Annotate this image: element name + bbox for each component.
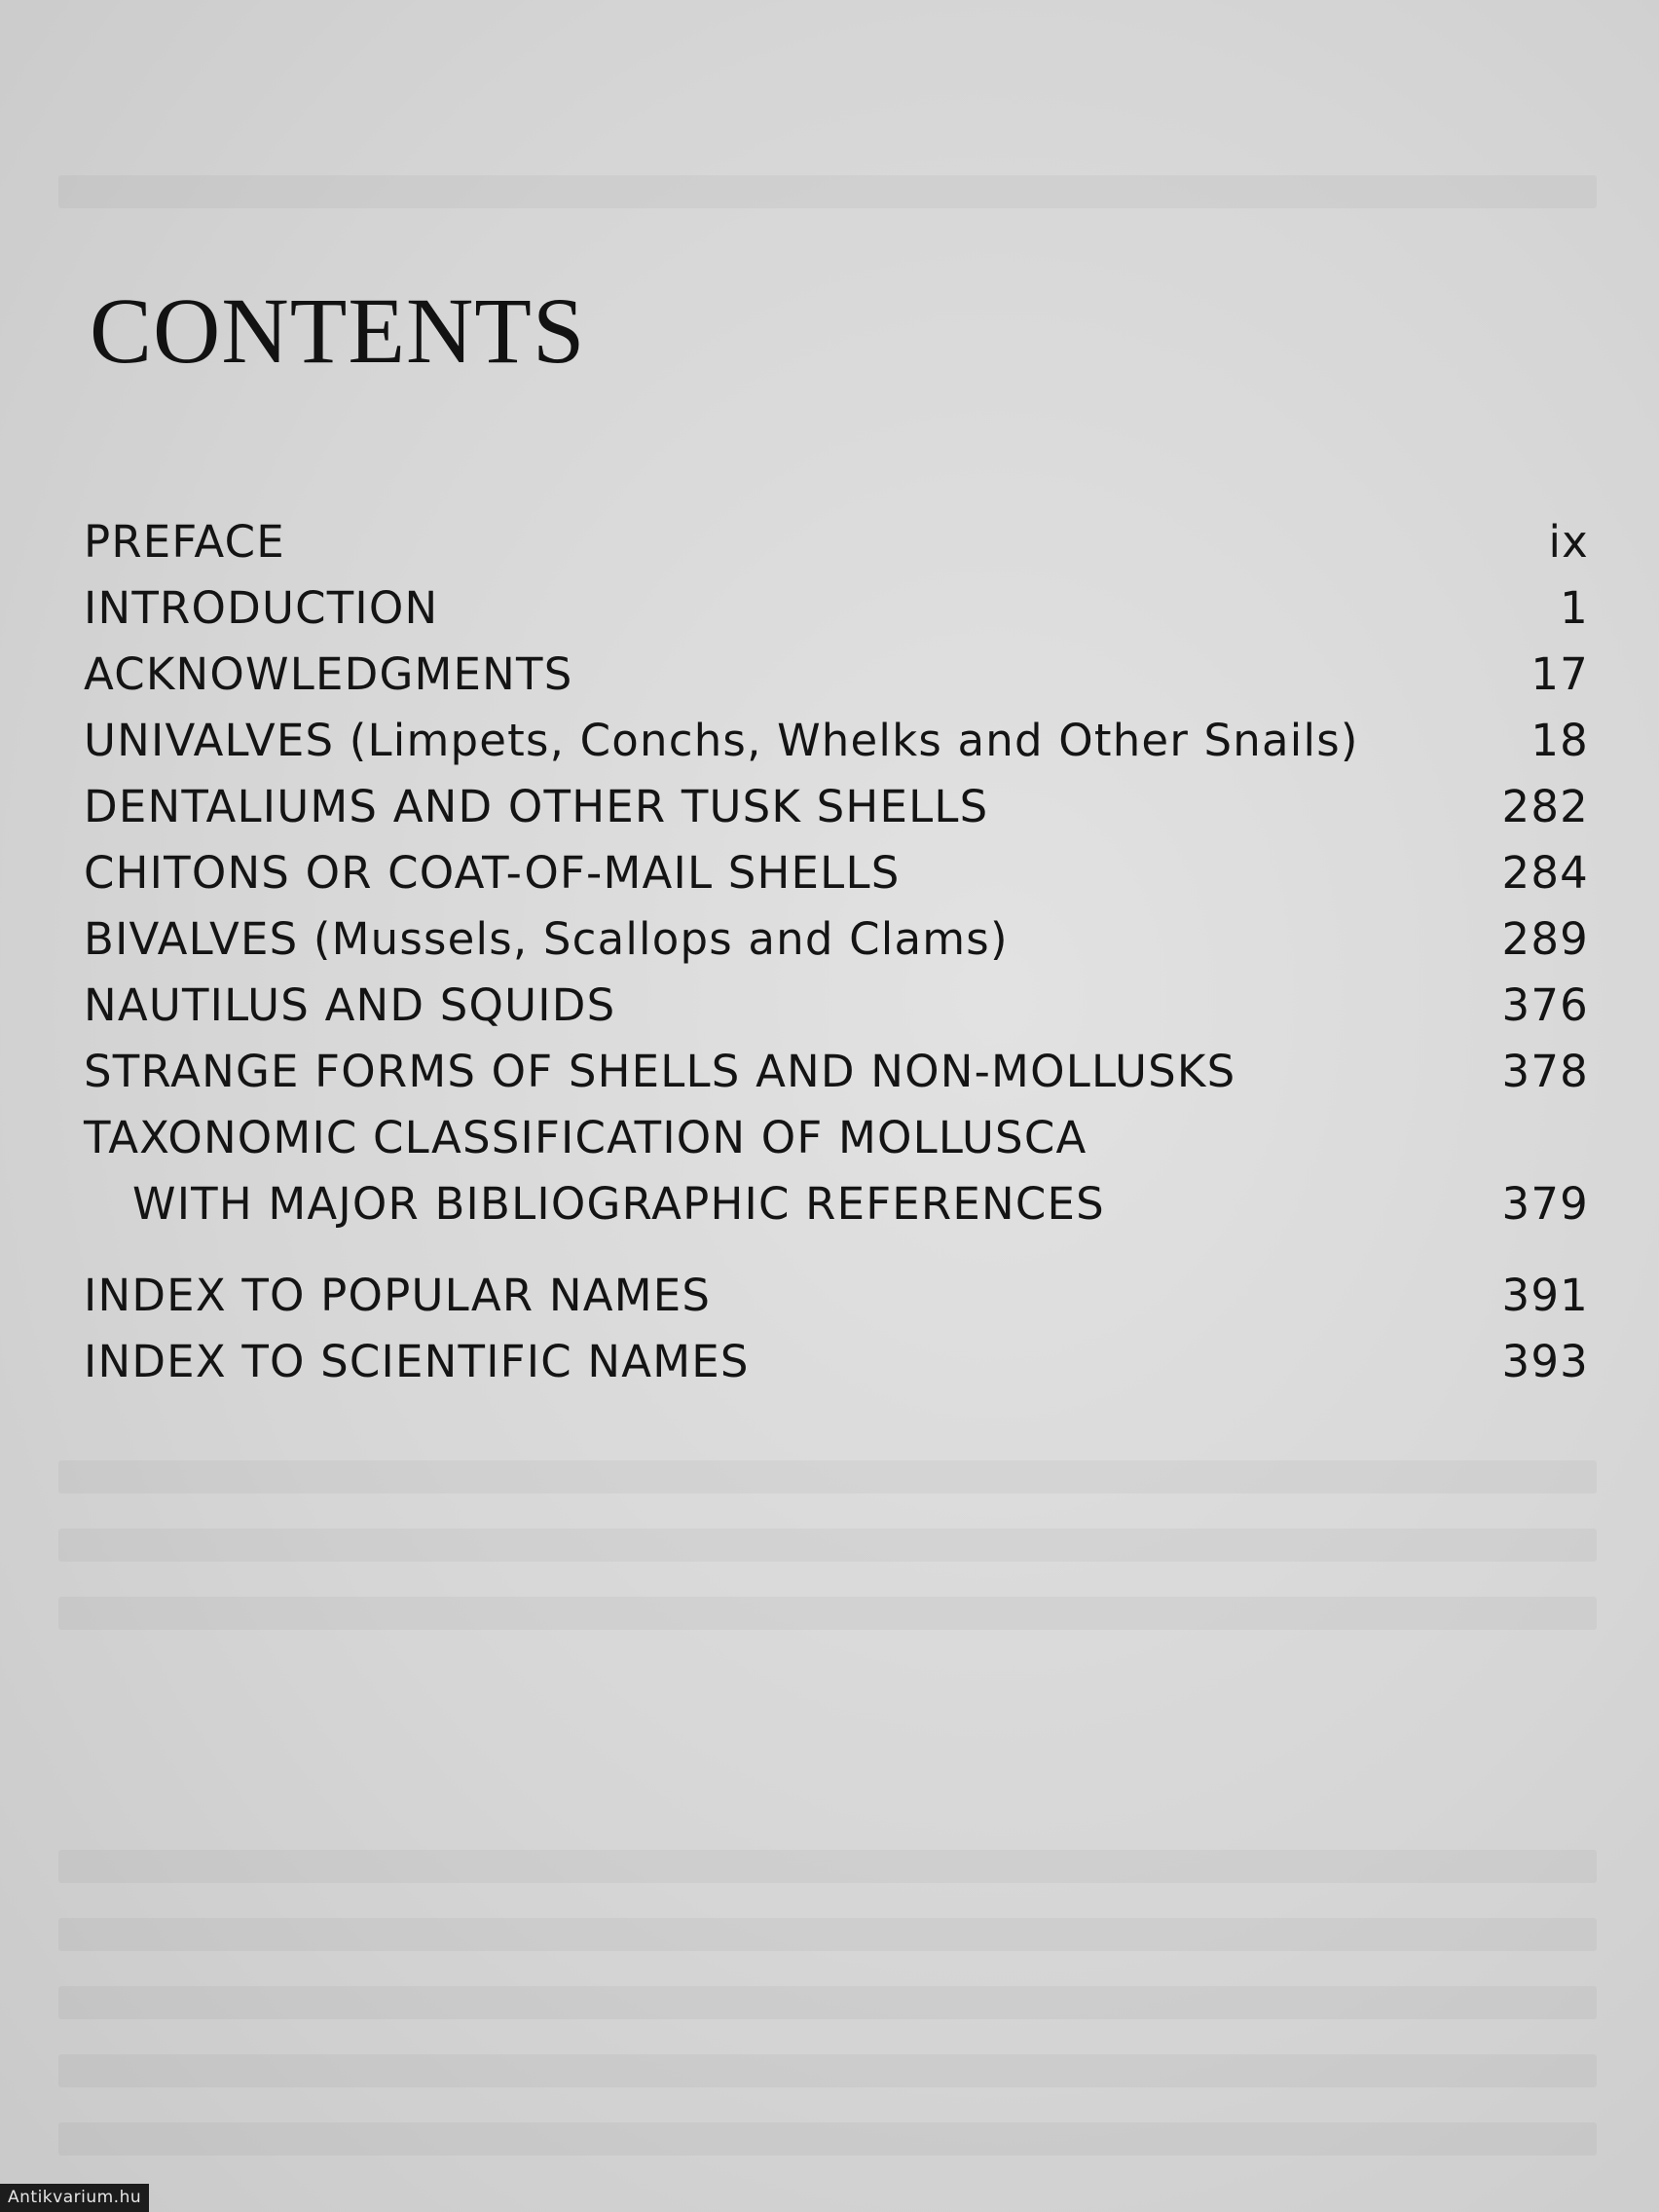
toc-entry-title: ACKNOWLEDGMENTS (84, 647, 573, 700)
bleed-through-texture (58, 175, 1597, 208)
toc-entry-title: NAUTILUS AND SQUIDS (84, 978, 616, 1031)
bleed-through-texture (58, 1597, 1597, 1630)
toc-entry-page: 17 (1530, 647, 1589, 700)
toc-entry-page: 289 (1501, 912, 1589, 965)
toc-entry-title: TAXONOMIC CLASSIFICATION OF MOLLUSCA (84, 1111, 1088, 1163)
toc-entry-page: ix (1548, 515, 1589, 568)
toc-entry-page: 284 (1501, 846, 1589, 899)
bleed-through-texture (58, 2054, 1597, 2087)
bleed-through-texture (58, 1986, 1597, 2019)
bleed-through-texture (58, 1918, 1597, 1951)
toc-entry-taxonomic-continued (84, 1170, 1589, 1236)
bleed-through-texture (58, 1460, 1597, 1493)
page-title: CONTENTS (90, 278, 586, 383)
toc-entry-title: CHITONS OR COAT-OF-MAIL SHELLS (84, 846, 901, 899)
toc-entry-page: 378 (1501, 1045, 1589, 1097)
toc-entry-page: 379 (1501, 1177, 1589, 1230)
toc-entry-title: INTRODUCTION (84, 581, 439, 634)
toc-entry-title: PREFACE (84, 515, 285, 568)
toc-entry-title: DENTALIUMS AND OTHER TUSK SHELLS (84, 780, 989, 832)
bleed-through-texture (58, 1529, 1597, 1562)
toc-entry-page: 376 (1501, 978, 1589, 1031)
toc-entry-bivalves (84, 905, 1589, 972)
toc-entry-page: 282 (1501, 780, 1589, 832)
table-of-contents (84, 508, 1589, 1394)
toc-entry-page: 391 (1501, 1269, 1589, 1321)
toc-entry-chitons (84, 839, 1589, 905)
watermark: Antikvarium.hu (0, 2184, 149, 2212)
toc-entry-univalves (84, 707, 1589, 773)
bleed-through-texture (58, 2122, 1597, 2156)
toc-entry-taxonomic (84, 1104, 1589, 1170)
toc-entry-title: WITH MAJOR BIBLIOGRAPHIC REFERENCES (132, 1177, 1105, 1230)
toc-entry-acknowledgments (84, 641, 1589, 707)
toc-entry-preface (84, 508, 1589, 574)
toc-entry-dentaliums (84, 773, 1589, 839)
toc-entry-page: 18 (1530, 714, 1589, 766)
toc-entry-index-scientific (84, 1328, 1589, 1394)
toc-entry-title: INDEX TO POPULAR NAMES (84, 1269, 712, 1321)
toc-entry-title: INDEX TO SCIENTIFIC NAMES (84, 1335, 750, 1387)
toc-entry-index-popular (84, 1262, 1589, 1328)
bleed-through-texture (58, 1850, 1597, 1883)
toc-entry-strange-forms (84, 1038, 1589, 1104)
toc-entry-title: STRANGE FORMS OF SHELLS AND NON-MOLLUSKS (84, 1045, 1236, 1097)
toc-entry-page: 1 (1560, 581, 1589, 634)
toc-entry-title: UNIVALVES (Limpets, Conchs, Whelks and Other Snails) (84, 714, 1359, 766)
toc-entry-nautilus (84, 972, 1589, 1038)
toc-entry-introduction (84, 574, 1589, 641)
toc-entry-title: BIVALVES (Mussels, Scallops and Clams) (84, 912, 1009, 965)
toc-entry-page: 393 (1501, 1335, 1589, 1387)
